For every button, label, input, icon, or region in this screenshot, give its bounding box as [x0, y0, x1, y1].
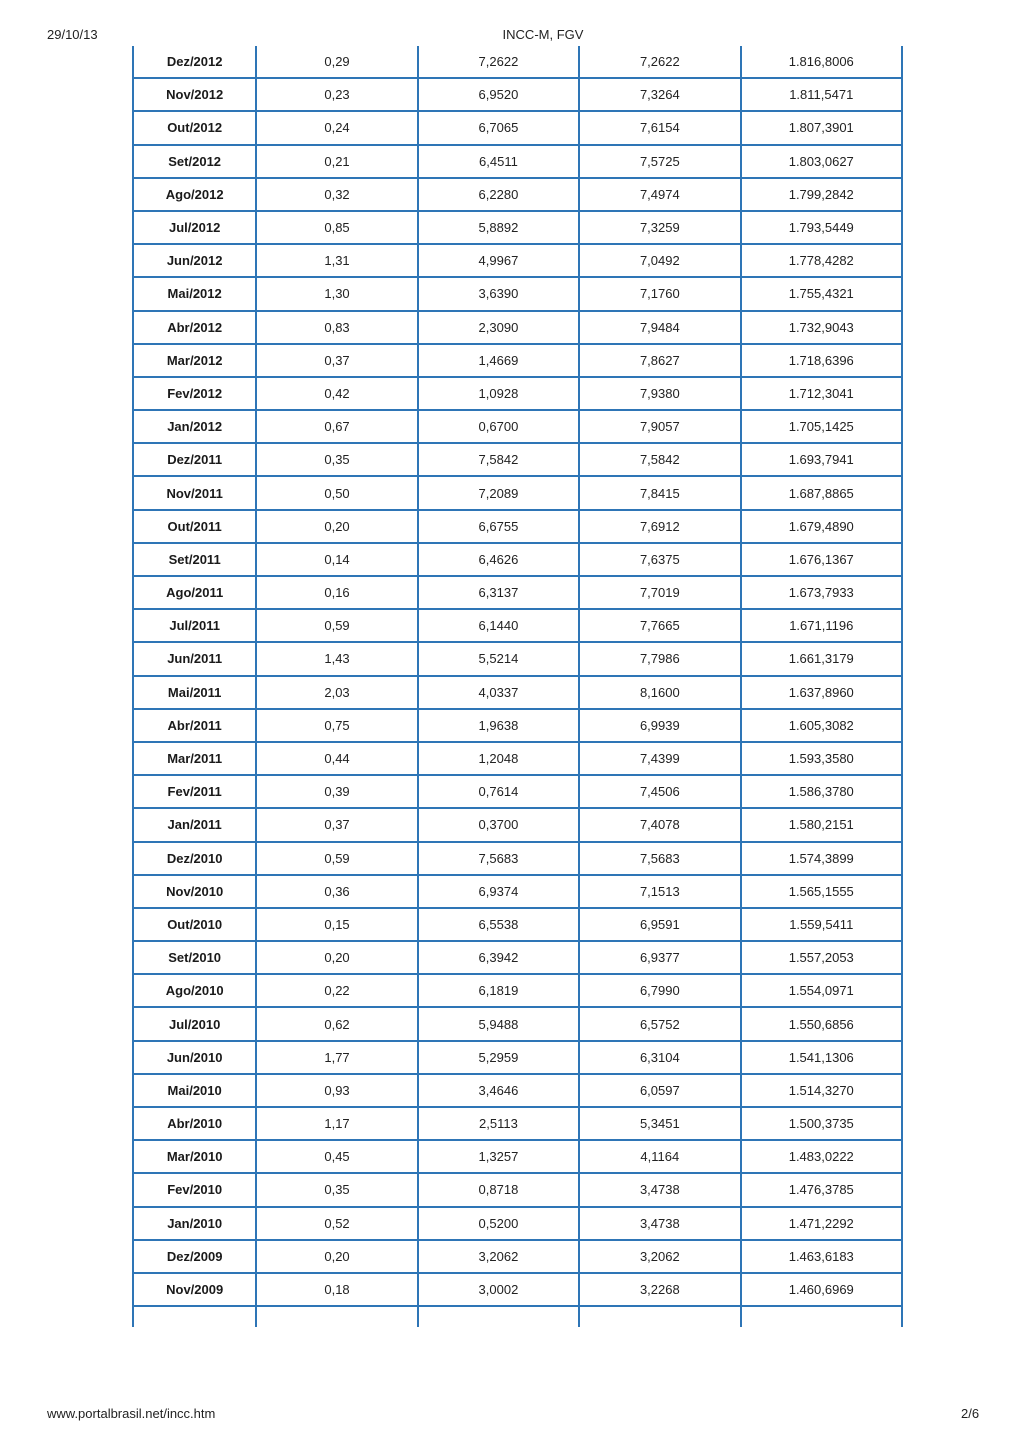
month-cell: Ago/2010 [133, 974, 256, 1007]
index-number-cell: 1.687,8865 [741, 476, 902, 509]
twelve-month-cell: 7,9057 [579, 410, 740, 443]
table-row [133, 1041, 902, 1074]
index-number-cell: 1.732,9043 [741, 311, 902, 344]
index-number-cell: 1.755,4321 [741, 277, 902, 310]
table-row [133, 410, 902, 443]
month-cell: Jan/2011 [133, 808, 256, 841]
year-accumulated-cell: 5,2959 [418, 1041, 579, 1074]
month-cell: Out/2010 [133, 908, 256, 941]
table-row [133, 974, 902, 1007]
twelve-month-cell: 6,9591 [579, 908, 740, 941]
table-row [133, 908, 902, 941]
monthly-variation-cell: 0,14 [256, 543, 417, 576]
index-number-cell: 1.712,3041 [741, 377, 902, 410]
year-accumulated-cell: 6,5538 [418, 908, 579, 941]
month-cell: Dez/2012 [133, 46, 256, 78]
twelve-month-cell: 7,3264 [579, 78, 740, 111]
incc-table [132, 46, 903, 1327]
monthly-variation-cell: 0,67 [256, 410, 417, 443]
index-number-cell: 1.778,4282 [741, 244, 902, 277]
year-accumulated-cell: 6,6755 [418, 510, 579, 543]
twelve-month-cell: 3,2062 [579, 1240, 740, 1273]
year-accumulated-cell: 6,7065 [418, 111, 579, 144]
table-row [133, 1007, 902, 1040]
table-row [133, 1074, 902, 1107]
index-number-cell: 1.557,2053 [741, 941, 902, 974]
year-accumulated-cell: 0,3700 [418, 808, 579, 841]
monthly-variation-cell: 0,21 [256, 145, 417, 178]
twelve-month-cell: 7,6375 [579, 543, 740, 576]
year-accumulated-cell: 7,5842 [418, 443, 579, 476]
table-row [133, 676, 902, 709]
monthly-variation-cell: 0,20 [256, 941, 417, 974]
twelve-month-cell: 7,5683 [579, 842, 740, 875]
index-number-cell: 1.673,7933 [741, 576, 902, 609]
month-cell: Abr/2010 [133, 1107, 256, 1140]
monthly-variation-cell: 0,20 [256, 510, 417, 543]
month-cell: Nov/2009 [133, 1273, 256, 1306]
twelve-month-cell: 7,5842 [579, 443, 740, 476]
month-cell: Mar/2010 [133, 1140, 256, 1173]
year-accumulated-cell: 6,1819 [418, 974, 579, 1007]
table-row [133, 709, 902, 742]
year-accumulated-cell: 3,2062 [418, 1240, 579, 1273]
month-cell: Set/2010 [133, 941, 256, 974]
monthly-variation-cell: 1,43 [256, 642, 417, 675]
month-cell: Mai/2011 [133, 676, 256, 709]
index-number-cell: 1.554,0971 [741, 974, 902, 1007]
year-accumulated-cell: 6,2280 [418, 178, 579, 211]
twelve-month-cell: 6,5752 [579, 1007, 740, 1040]
table-row [133, 443, 902, 476]
monthly-variation-cell: 0,16 [256, 576, 417, 609]
year-accumulated-cell: 6,4626 [418, 543, 579, 576]
monthly-variation-cell: 0,85 [256, 211, 417, 244]
twelve-month-cell: 7,7665 [579, 609, 740, 642]
index-number-cell: 1.514,3270 [741, 1074, 902, 1107]
index-number-cell: 1.816,8006 [741, 46, 902, 78]
table-row [133, 311, 902, 344]
monthly-variation-cell: 1,31 [256, 244, 417, 277]
month-cell: Nov/2010 [133, 875, 256, 908]
monthly-variation-cell: 0,75 [256, 709, 417, 742]
table-row [133, 277, 902, 310]
monthly-variation-cell: 0,39 [256, 775, 417, 808]
index-number-cell: 1.463,6183 [741, 1240, 902, 1273]
index-number-cell: 1.586,3780 [741, 775, 902, 808]
twelve-month-cell: 7,8415 [579, 476, 740, 509]
year-accumulated-cell: 3,4646 [418, 1074, 579, 1107]
table-row [133, 111, 902, 144]
month-cell: Mai/2012 [133, 277, 256, 310]
monthly-variation-cell: 0,62 [256, 1007, 417, 1040]
index-number-cell: 1.637,8960 [741, 676, 902, 709]
table-row [133, 1207, 902, 1240]
year-accumulated-cell: 5,8892 [418, 211, 579, 244]
index-number-cell: 1.476,3785 [741, 1173, 902, 1206]
monthly-variation-cell: 0,37 [256, 344, 417, 377]
twelve-month-cell: 7,3259 [579, 211, 740, 244]
month-cell: Nov/2011 [133, 476, 256, 509]
index-number-cell: 1.500,3735 [741, 1107, 902, 1140]
month-cell: Fev/2010 [133, 1173, 256, 1206]
index-number-cell: 1.807,3901 [741, 111, 902, 144]
index-number-cell: 1.705,1425 [741, 410, 902, 443]
monthly-variation-cell: 1,17 [256, 1107, 417, 1140]
twelve-month-cell: 7,4506 [579, 775, 740, 808]
monthly-variation-cell: 0,15 [256, 908, 417, 941]
table-row [133, 543, 902, 576]
table-row [133, 46, 902, 78]
month-cell: Jul/2010 [133, 1007, 256, 1040]
table-row [133, 1140, 902, 1173]
twelve-month-cell: 4,1164 [579, 1140, 740, 1173]
year-accumulated-cell: 7,5683 [418, 842, 579, 875]
monthly-variation-cell: 0,83 [256, 311, 417, 344]
year-accumulated-cell: 6,3942 [418, 941, 579, 974]
twelve-month-cell: 7,4078 [579, 808, 740, 841]
table-row [133, 842, 902, 875]
year-accumulated-cell: 6,3137 [418, 576, 579, 609]
empty-cell [579, 1306, 740, 1327]
twelve-month-cell: 7,5725 [579, 145, 740, 178]
year-accumulated-cell: 1,0928 [418, 377, 579, 410]
month-cell: Ago/2011 [133, 576, 256, 609]
index-number-cell: 1.559,5411 [741, 908, 902, 941]
table-row [133, 211, 902, 244]
page-title: INCC-M, FGV [502, 27, 584, 42]
table-row [133, 344, 902, 377]
twelve-month-cell: 3,4738 [579, 1173, 740, 1206]
index-number-cell: 1.803,0627 [741, 145, 902, 178]
year-accumulated-cell: 1,3257 [418, 1140, 579, 1173]
month-cell: Set/2011 [133, 543, 256, 576]
monthly-variation-cell: 1,77 [256, 1041, 417, 1074]
index-number-cell: 1.661,3179 [741, 642, 902, 675]
year-accumulated-cell: 0,5200 [418, 1207, 579, 1240]
index-number-cell: 1.679,4890 [741, 510, 902, 543]
year-accumulated-cell: 5,5214 [418, 642, 579, 675]
index-number-cell: 1.460,6969 [741, 1273, 902, 1306]
month-cell: Jun/2012 [133, 244, 256, 277]
index-number-cell: 1.811,5471 [741, 78, 902, 111]
twelve-month-cell: 7,6912 [579, 510, 740, 543]
twelve-month-cell: 3,4738 [579, 1207, 740, 1240]
table-row [133, 642, 902, 675]
index-number-cell: 1.565,1555 [741, 875, 902, 908]
twelve-month-cell: 8,1600 [579, 676, 740, 709]
month-cell: Ago/2012 [133, 178, 256, 211]
index-number-cell: 1.793,5449 [741, 211, 902, 244]
table-row [133, 476, 902, 509]
table-row [133, 244, 902, 277]
twelve-month-cell: 7,2622 [579, 46, 740, 78]
table-continuation [133, 1306, 902, 1327]
month-cell: Dez/2011 [133, 443, 256, 476]
table-row [133, 178, 902, 211]
index-number-cell: 1.676,1367 [741, 543, 902, 576]
year-accumulated-cell: 1,4669 [418, 344, 579, 377]
monthly-variation-cell: 0,20 [256, 1240, 417, 1273]
month-cell: Set/2012 [133, 145, 256, 178]
twelve-month-cell: 7,7986 [579, 642, 740, 675]
index-number-cell: 1.574,3899 [741, 842, 902, 875]
index-number-cell: 1.593,3580 [741, 742, 902, 775]
month-cell: Out/2012 [133, 111, 256, 144]
month-cell: Abr/2012 [133, 311, 256, 344]
year-accumulated-cell: 6,9374 [418, 875, 579, 908]
twelve-month-cell: 3,2268 [579, 1273, 740, 1306]
table-row [133, 145, 902, 178]
monthly-variation-cell: 0,42 [256, 377, 417, 410]
year-accumulated-cell: 1,2048 [418, 742, 579, 775]
empty-cell [418, 1306, 579, 1327]
table-row [133, 1107, 902, 1140]
twelve-month-cell: 6,7990 [579, 974, 740, 1007]
twelve-month-cell: 7,9484 [579, 311, 740, 344]
index-number-cell: 1.671,1196 [741, 609, 902, 642]
year-accumulated-cell: 1,9638 [418, 709, 579, 742]
table-row [133, 1173, 902, 1206]
month-cell: Mar/2011 [133, 742, 256, 775]
month-cell: Dez/2009 [133, 1240, 256, 1273]
monthly-variation-cell: 0,35 [256, 1173, 417, 1206]
index-number-cell: 1.483,0222 [741, 1140, 902, 1173]
twelve-month-cell: 7,4399 [579, 742, 740, 775]
print-date: 29/10/13 [47, 27, 98, 42]
monthly-variation-cell: 0,37 [256, 808, 417, 841]
index-number-cell: 1.541,1306 [741, 1041, 902, 1074]
month-cell: Abr/2011 [133, 709, 256, 742]
monthly-variation-cell: 0,45 [256, 1140, 417, 1173]
table-row [133, 875, 902, 908]
twelve-month-cell: 7,7019 [579, 576, 740, 609]
year-accumulated-cell: 3,0002 [418, 1273, 579, 1306]
twelve-month-cell: 6,9377 [579, 941, 740, 974]
table-row [133, 941, 902, 974]
monthly-variation-cell: 0,52 [256, 1207, 417, 1240]
month-cell: Jul/2011 [133, 609, 256, 642]
monthly-variation-cell: 0,18 [256, 1273, 417, 1306]
twelve-month-cell: 5,3451 [579, 1107, 740, 1140]
table-row [133, 609, 902, 642]
twelve-month-cell: 6,3104 [579, 1041, 740, 1074]
monthly-variation-cell: 0,36 [256, 875, 417, 908]
index-number-cell: 1.718,6396 [741, 344, 902, 377]
twelve-month-cell: 7,0492 [579, 244, 740, 277]
monthly-variation-cell: 0,59 [256, 842, 417, 875]
twelve-month-cell: 7,8627 [579, 344, 740, 377]
monthly-variation-cell: 0,93 [256, 1074, 417, 1107]
month-cell: Mar/2012 [133, 344, 256, 377]
index-number-cell: 1.693,7941 [741, 443, 902, 476]
month-cell: Fev/2012 [133, 377, 256, 410]
year-accumulated-cell: 0,7614 [418, 775, 579, 808]
table-row [133, 78, 902, 111]
table-row [133, 775, 902, 808]
table-row [133, 808, 902, 841]
month-cell: Jul/2012 [133, 211, 256, 244]
month-cell: Fev/2011 [133, 775, 256, 808]
monthly-variation-cell: 2,03 [256, 676, 417, 709]
monthly-variation-cell: 0,29 [256, 46, 417, 78]
month-cell: Out/2011 [133, 510, 256, 543]
table-row [133, 576, 902, 609]
twelve-month-cell: 6,9939 [579, 709, 740, 742]
index-number-cell: 1.580,2151 [741, 808, 902, 841]
twelve-month-cell: 7,1760 [579, 277, 740, 310]
month-cell: Dez/2010 [133, 842, 256, 875]
table-row [133, 1240, 902, 1273]
monthly-variation-cell: 0,24 [256, 111, 417, 144]
year-accumulated-cell: 7,2089 [418, 476, 579, 509]
month-cell: Jan/2010 [133, 1207, 256, 1240]
year-accumulated-cell: 4,9967 [418, 244, 579, 277]
twelve-month-cell: 7,9380 [579, 377, 740, 410]
index-number-cell: 1.605,3082 [741, 709, 902, 742]
monthly-variation-cell: 0,59 [256, 609, 417, 642]
year-accumulated-cell: 6,1440 [418, 609, 579, 642]
year-accumulated-cell: 5,9488 [418, 1007, 579, 1040]
year-accumulated-cell: 7,2622 [418, 46, 579, 78]
month-cell: Jan/2012 [133, 410, 256, 443]
table-row [133, 510, 902, 543]
month-cell: Jun/2010 [133, 1041, 256, 1074]
twelve-month-cell: 6,0597 [579, 1074, 740, 1107]
month-cell: Mai/2010 [133, 1074, 256, 1107]
table-row [133, 1273, 902, 1306]
month-cell: Jun/2011 [133, 642, 256, 675]
monthly-variation-cell: 0,32 [256, 178, 417, 211]
year-accumulated-cell: 0,6700 [418, 410, 579, 443]
empty-cell [133, 1306, 256, 1327]
monthly-variation-cell: 0,44 [256, 742, 417, 775]
monthly-variation-cell: 0,35 [256, 443, 417, 476]
twelve-month-cell: 7,6154 [579, 111, 740, 144]
source-url[interactable]: www.portalbrasil.net/incc.htm [47, 1406, 216, 1421]
index-number-cell: 1.550,6856 [741, 1007, 902, 1040]
year-accumulated-cell: 2,5113 [418, 1107, 579, 1140]
monthly-variation-cell: 0,22 [256, 974, 417, 1007]
year-accumulated-cell: 0,8718 [418, 1173, 579, 1206]
monthly-variation-cell: 1,30 [256, 277, 417, 310]
table-row [133, 742, 902, 775]
empty-cell [741, 1306, 902, 1327]
index-number-cell: 1.471,2292 [741, 1207, 902, 1240]
year-accumulated-cell: 6,4511 [418, 145, 579, 178]
empty-cell [256, 1306, 417, 1327]
twelve-month-cell: 7,4974 [579, 178, 740, 211]
month-cell: Nov/2012 [133, 78, 256, 111]
year-accumulated-cell: 4,0337 [418, 676, 579, 709]
twelve-month-cell: 7,1513 [579, 875, 740, 908]
year-accumulated-cell: 6,9520 [418, 78, 579, 111]
page-number: 2/6 [961, 1406, 980, 1421]
monthly-variation-cell: 0,23 [256, 78, 417, 111]
table-row [133, 377, 902, 410]
index-number-cell: 1.799,2842 [741, 178, 902, 211]
year-accumulated-cell: 2,3090 [418, 311, 579, 344]
year-accumulated-cell: 3,6390 [418, 277, 579, 310]
monthly-variation-cell: 0,50 [256, 476, 417, 509]
